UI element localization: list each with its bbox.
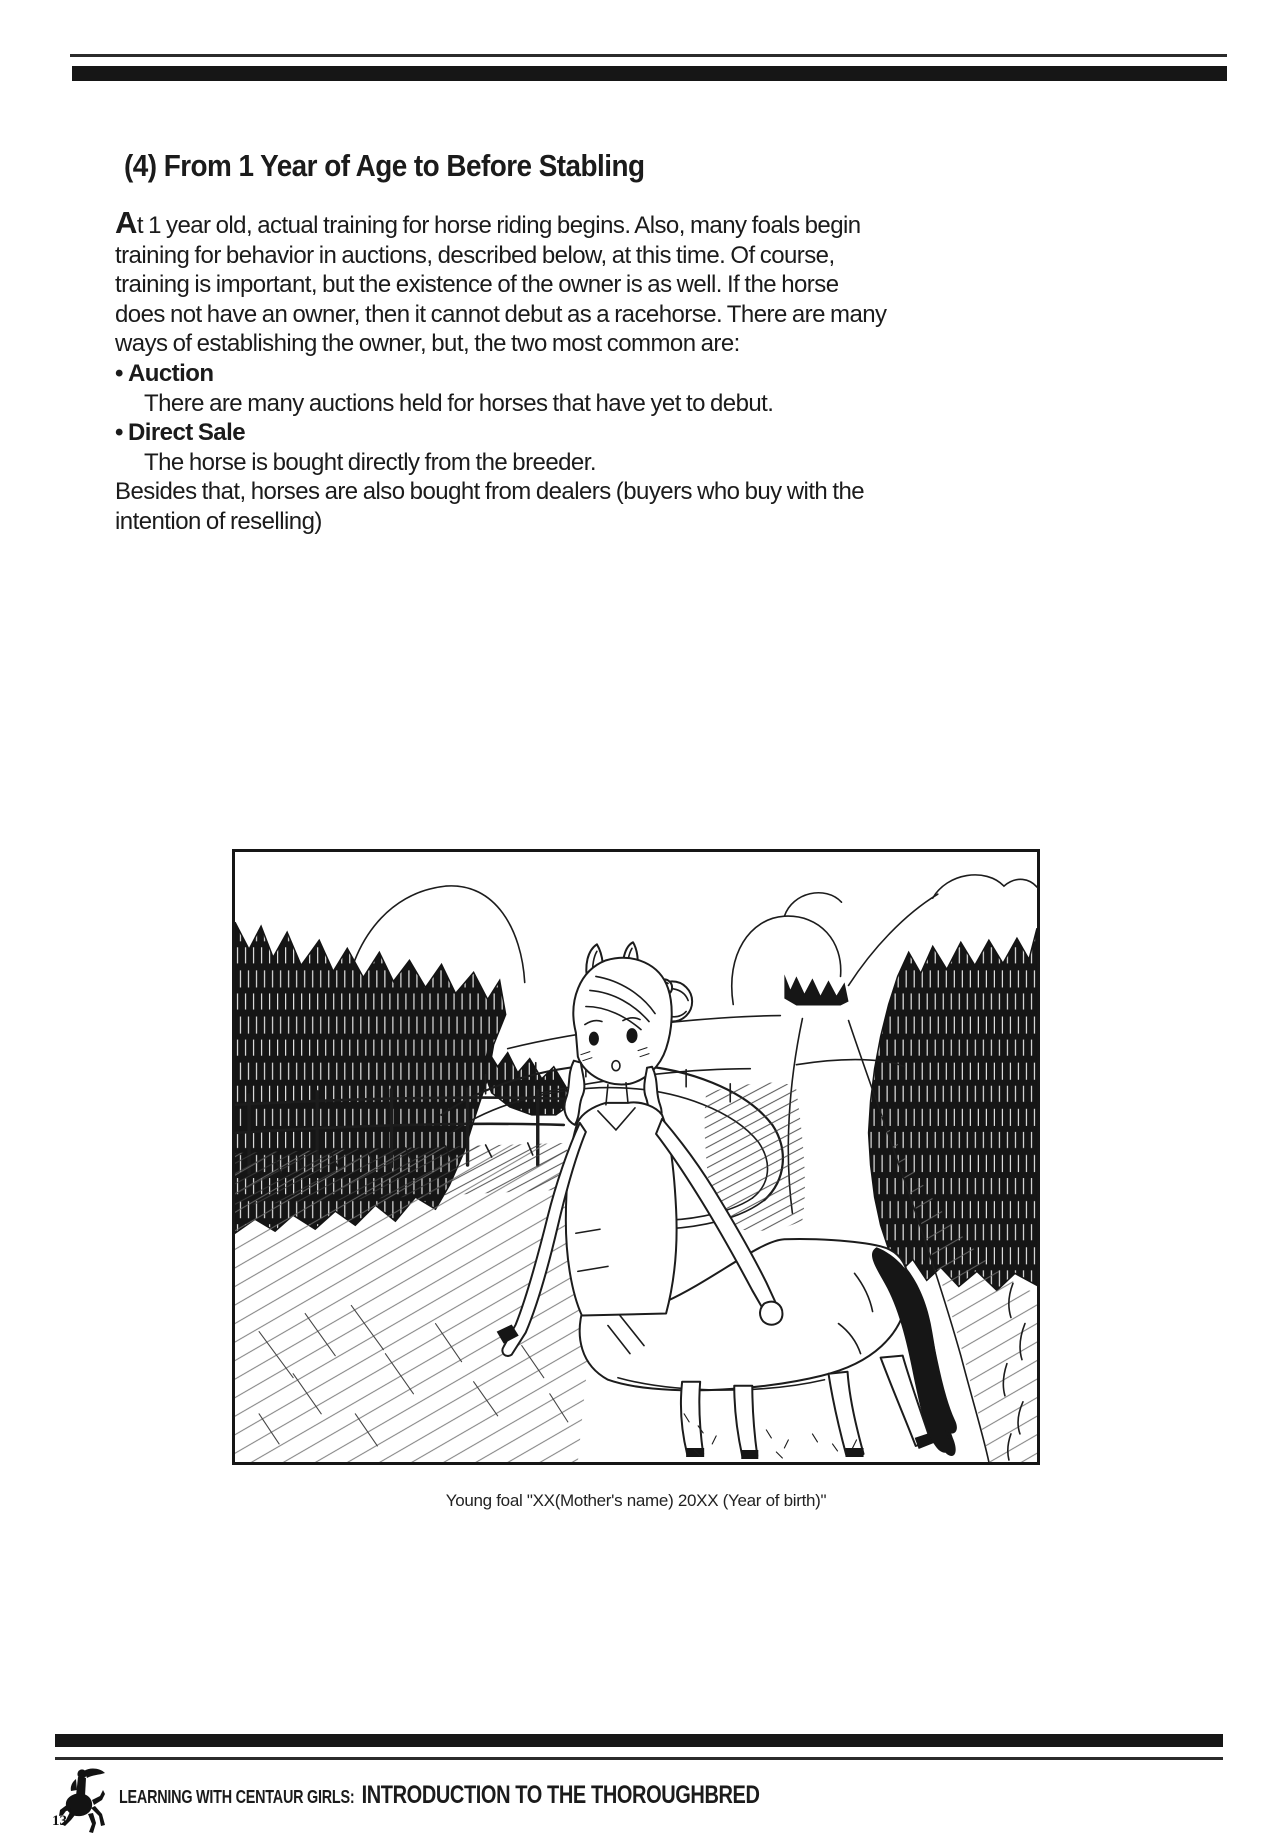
footer-book-title: INTRODUCTION TO THE THOROUGHBRED: [361, 1781, 760, 1809]
bottom-thick-rule: [55, 1734, 1223, 1747]
bottom-thin-rule: [55, 1757, 1223, 1760]
bullet-direct-sale-description: The horse is bought directly from the breeder.: [144, 448, 596, 476]
outro-paragraph: Besides that, horses are also bought from dealers (buyers who buy with the intention of reselling): [115, 478, 865, 535]
top-thin-rule: [70, 54, 1227, 57]
top-thick-rule: [72, 66, 1227, 81]
body-text-column: [115, 205, 887, 537]
intro-paragraph: At 1 year old, actual training for horse riding begins. Also, many foals begin training for behavior in auctions, described below, at this time. Of course, training is important, but the existence of the owner is as well. If the horse does not have an owner, then it cannot debut as a racehorse. There are many ways of establishing the owner, but, the two most common are:: [115, 205, 887, 358]
centaur-foal-illustration: [235, 852, 1037, 1462]
footer-series-label: LEARNING WITH CENTAUR GIRLS:: [119, 1787, 355, 1807]
illustration-frame: [232, 849, 1040, 1465]
bullet-auction-description: There are many auctions held for horses that have yet to debut.: [144, 389, 774, 417]
section-heading: (4) From 1 Year of Age to Before Stabling: [124, 148, 645, 183]
footer-title-row: [119, 1781, 760, 1810]
bullet-direct-sale-label: • Direct Sale: [115, 418, 887, 448]
bullet-auction-label: • Auction: [115, 359, 887, 389]
page-number: 13: [52, 1813, 67, 1829]
figure-caption: Young foal "XX(Mother's name) 20XX (Year of birth)": [445, 1491, 827, 1510]
